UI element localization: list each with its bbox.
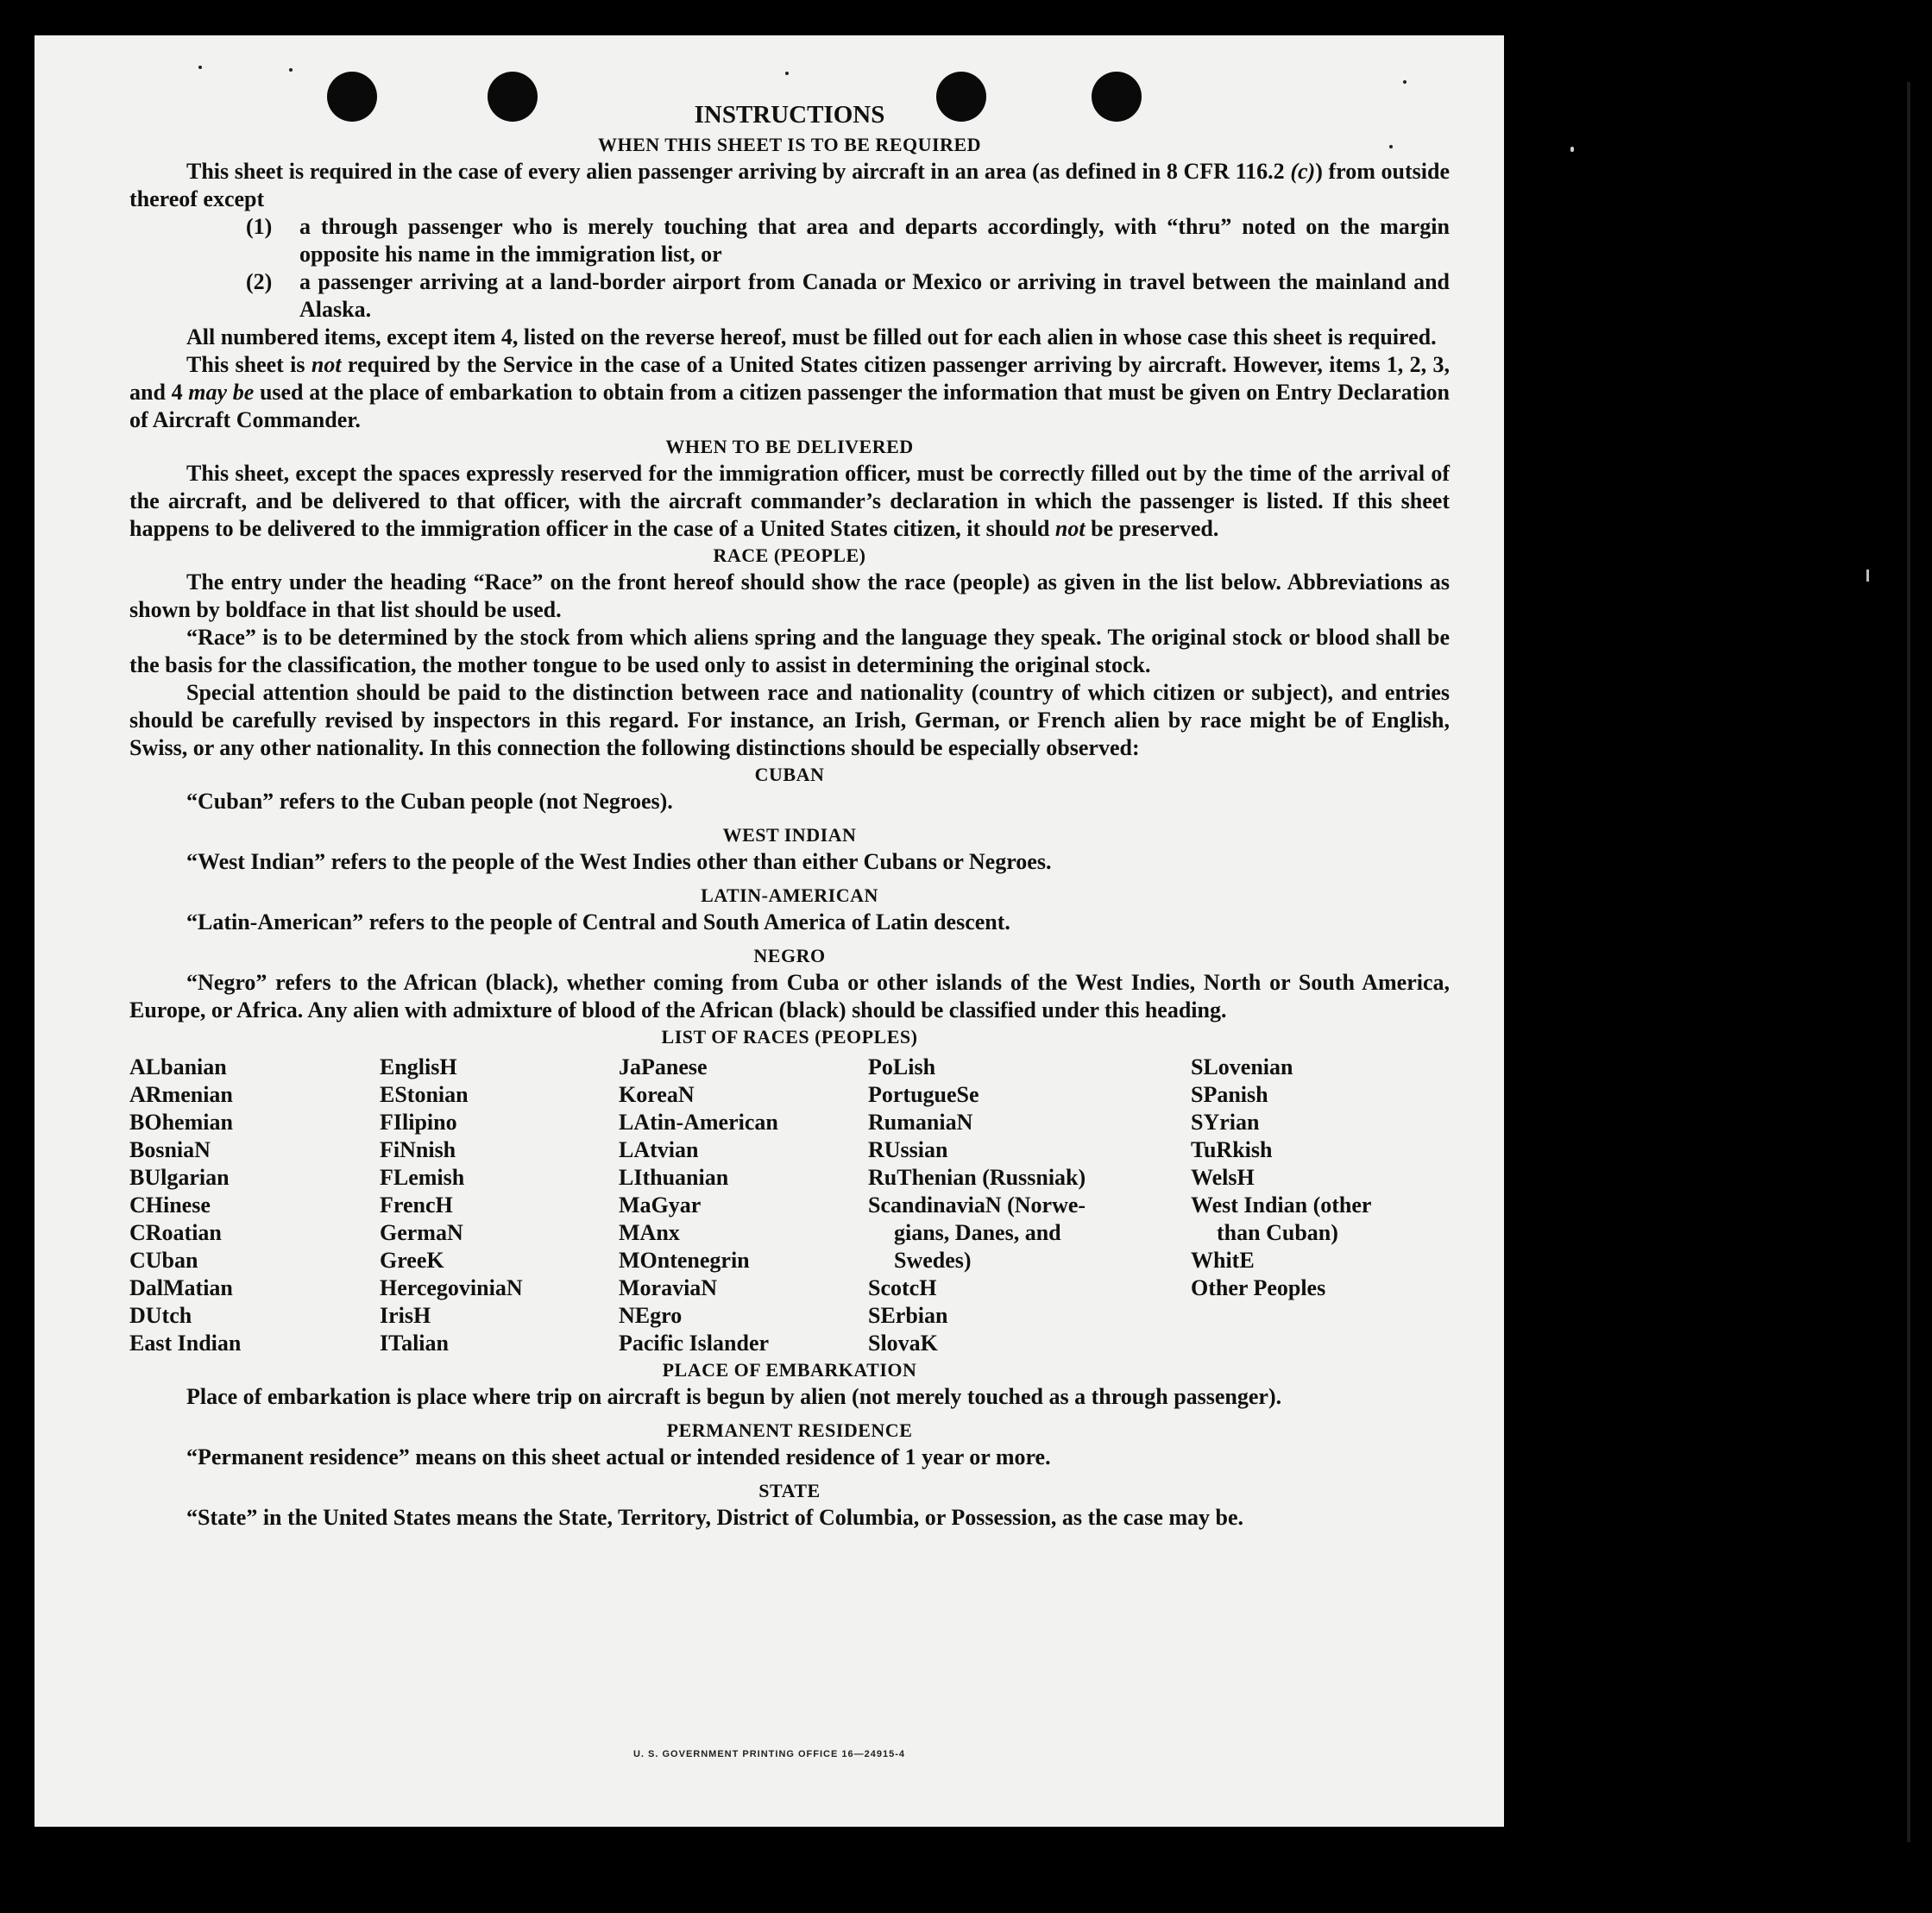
- heading-permanent-residence: PERMANENT RESIDENCE: [666, 1419, 913, 1441]
- paragraph-west-indian: “West Indian” refers to the people of the West Indies other than either Cubans or Negroes.: [186, 849, 1052, 874]
- heading-state: STATE: [758, 1480, 821, 1501]
- paragraph-text: This sheet, except the spaces expressly reserved for the immigration officer, must be correctly filled out by the time of the arrival of the aircraft, and be delivered to that officer, with the aircraft commander’s declaration in which the passenger is listed. If this sheet happens to be delivered to the immigration officer in the case of a United States citizen, it should: [129, 461, 1450, 541]
- item-text: a passenger arriving at a land-border airport from Canada or Mexico or arriving in travel between the mainland and Alaska.: [299, 269, 1450, 322]
- race-entry: NEgro: [619, 1303, 683, 1328]
- heading-when-delivered: WHEN TO BE DELIVERED: [665, 436, 914, 457]
- race-entry: FrencH: [380, 1192, 453, 1218]
- citation-italic: (c): [1290, 159, 1316, 184]
- paragraph-negro: “Negro” refers to the African (black), whether coming from Cuba or other islands of the West Indies, North or South America, Europe, or Africa. Any alien with admixture of blood of the African (black) should be classified under this heading.: [129, 970, 1450, 1023]
- emphasis-italic: not: [1054, 516, 1086, 541]
- race-entry: CRoatian: [129, 1220, 222, 1245]
- speck: [1570, 147, 1574, 152]
- race-entry: ScotcH: [868, 1275, 937, 1300]
- paragraph-text: required by the Service in the case of a United States citizen passenger arriving by aircraft. However, items 1, 2, 3, and 4: [129, 352, 1450, 405]
- race-entry: TuRkish: [1191, 1137, 1273, 1162]
- race-entry: GermaN: [380, 1220, 463, 1245]
- paragraph-permanent-residence: “Permanent residence” means on this sheet actual or intended residence of 1 year or more.: [186, 1444, 1051, 1469]
- race-entry: JaPanese: [619, 1054, 708, 1079]
- race-entry: FIlipino: [380, 1110, 457, 1135]
- emphasis-italic: not: [311, 352, 342, 377]
- race-entry: than Cuban): [1217, 1220, 1338, 1245]
- heading-when-required: WHEN THIS SHEET IS TO BE REQUIRED: [597, 134, 982, 155]
- race-entry: PortugueSe: [868, 1082, 979, 1107]
- race-entry: Swedes): [894, 1248, 972, 1273]
- race-entry: CUban: [129, 1248, 198, 1273]
- paragraph-latin-american: “Latin-American” refers to the people of Central and South America of Latin descent.: [186, 909, 1010, 934]
- race-entry: DUtch: [129, 1303, 192, 1328]
- race-entry: Pacific Islander: [619, 1331, 770, 1356]
- heading-race: RACE (PEOPLE): [713, 544, 866, 566]
- race-entry: KoreaN: [619, 1082, 695, 1107]
- paragraph-race-stock: “Race” is to be determined by the stock from which aliens spring and the language they speak. The original stock or blood shall be the basis for the classification, the mother tongue to be used only to assist in determining the original stock.: [129, 625, 1450, 677]
- paragraph-state: “State” in the United States means the State, Territory, District of Columbia, or Possession, as the case may be.: [186, 1505, 1244, 1530]
- race-entry: RumaniaN: [868, 1110, 973, 1135]
- race-entry: gians, Danes, and: [894, 1220, 1061, 1245]
- race-entry: SPanish: [1191, 1082, 1268, 1107]
- race-entry: East Indian: [129, 1331, 242, 1356]
- race-entry: BosniaN: [129, 1137, 211, 1162]
- document-sheet: [35, 35, 1504, 1827]
- paragraph-text: This sheet is required in the case of every alien passenger arriving by aircraft in an area (as defined in 8 CFR 116.2: [186, 159, 1291, 184]
- heading-list-of-races: LIST OF RACES (PEOPLES): [661, 1026, 918, 1048]
- paragraph-numbered-items: All numbered items, except item 4, listed on the reverse hereof, must be filled out for each alien in whose case this sheet is required.: [186, 324, 1437, 349]
- race-entry: ALbanian: [129, 1054, 227, 1079]
- races-list: [129, 1054, 1450, 1357]
- page-title: INSTRUCTIONS: [694, 101, 885, 129]
- race-entry: EStonian: [380, 1082, 469, 1107]
- race-entry: LAtin-American: [619, 1110, 778, 1135]
- race-entry: FiNnish: [380, 1137, 456, 1162]
- race-entry: HercegoviniaN: [380, 1275, 523, 1300]
- item-number: (2): [246, 269, 273, 294]
- heading-cuban: CUBAN: [754, 764, 825, 785]
- race-entry: SlovaK: [868, 1331, 938, 1356]
- race-entry: SYrian: [1191, 1110, 1260, 1135]
- race-entry: BUlgarian: [129, 1165, 230, 1190]
- instructions-body: [129, 99, 1450, 1532]
- race-entry: SLovenian: [1191, 1054, 1293, 1079]
- races-column-4: [868, 1054, 1191, 1357]
- race-entry: IrisH: [380, 1303, 431, 1328]
- race-entry: GreeK: [380, 1248, 444, 1273]
- heading-embarkation: PLACE OF EMBARKATION: [662, 1359, 917, 1381]
- printing-office-footer: U. S. GOVERNMENT PRINTING OFFICE 16—24915-4: [632, 1749, 905, 1759]
- paragraph-citizen: [129, 351, 1450, 434]
- race-entry: PoLish: [868, 1054, 936, 1079]
- exception-item: [129, 213, 1450, 268]
- race-entry: RuThenian (Russniak): [868, 1165, 1086, 1190]
- race-entry: MAnx: [619, 1220, 680, 1245]
- item-text: a through passenger who is merely touching that area and departs accordingly, with “thru” noted on the margin opposite his name in the immigration list, or: [299, 214, 1450, 267]
- paragraph-cuban: “Cuban” refers to the Cuban people (not Negroes).: [186, 789, 673, 814]
- heading-negro: NEGRO: [753, 945, 826, 966]
- speck: [198, 66, 202, 69]
- race-entry: EnglisH: [380, 1054, 457, 1079]
- item-number: (1): [246, 214, 273, 239]
- emphasis-italic: may be: [188, 380, 255, 405]
- paragraph-required: [129, 158, 1450, 213]
- race-entry: ITalian: [380, 1331, 449, 1356]
- race-entry: WhitE: [1191, 1248, 1255, 1273]
- speck: [289, 68, 293, 72]
- race-entry: MOntenegrin: [619, 1248, 750, 1273]
- paragraph-race-distinction: Special attention should be paid to the distinction between race and nationality (country of which citizen or subject), and entries should be carefully revised by inspectors in this regard. For instance, an Irish, German, or French alien by race might be of English, Swiss, or any other nationality. In this connection the following distinctions should be especially observed:: [129, 680, 1450, 760]
- races-column-2: [380, 1054, 619, 1357]
- speck: [1403, 80, 1407, 84]
- race-entry: LAtvian: [619, 1137, 699, 1162]
- paragraph-embarkation: Place of embarkation is place where trip on aircraft is begun by alien (not merely touched as a through passenger).: [186, 1384, 1282, 1409]
- scan-edge-line: [1907, 82, 1910, 1842]
- races-column-3: [619, 1054, 868, 1357]
- paragraph-race-entry: The entry under the heading “Race” on the front hereof should show the race (people) as given in the list below. Abbreviations as shown by boldface in that list should be used.: [129, 569, 1450, 622]
- race-entry: ScandinaviaN (Norwe-: [868, 1192, 1086, 1218]
- race-entry: ARmenian: [129, 1082, 233, 1107]
- paragraph-text: ) from outside thereof except: [129, 159, 1450, 211]
- paragraph-text: used at the place of embarkation to obtain from a citizen passenger the information that must be given on Entry Declaration of Aircraft Commander.: [129, 380, 1450, 432]
- paragraph-text: This sheet is: [186, 352, 312, 377]
- race-entry: CHinese: [129, 1192, 211, 1218]
- race-entry: RUssian: [868, 1137, 948, 1162]
- paragraph-delivered: [129, 460, 1450, 543]
- race-entry: WelsH: [1191, 1165, 1255, 1190]
- heading-latin-american: LATIN-AMERICAN: [701, 884, 878, 906]
- exception-item: [129, 268, 1450, 324]
- race-entry: FLemish: [380, 1165, 465, 1190]
- race-entry: MaGyar: [619, 1192, 702, 1218]
- races-column-1: [129, 1054, 380, 1357]
- race-entry: LIthuanian: [619, 1165, 729, 1190]
- speck: [785, 72, 789, 75]
- race-entry: MoraviaN: [619, 1275, 718, 1300]
- speck: [1866, 569, 1869, 582]
- race-entry: Other Peoples: [1191, 1275, 1326, 1300]
- race-entry: West Indian (other: [1191, 1192, 1372, 1218]
- races-column-5: [1191, 1054, 1450, 1357]
- race-entry: DalMatian: [129, 1275, 233, 1300]
- race-entry: SErbian: [868, 1303, 948, 1328]
- heading-west-indian: WEST INDIAN: [722, 824, 857, 846]
- paragraph-text: be preserved.: [1085, 516, 1219, 541]
- race-entry: BOhemian: [129, 1110, 233, 1135]
